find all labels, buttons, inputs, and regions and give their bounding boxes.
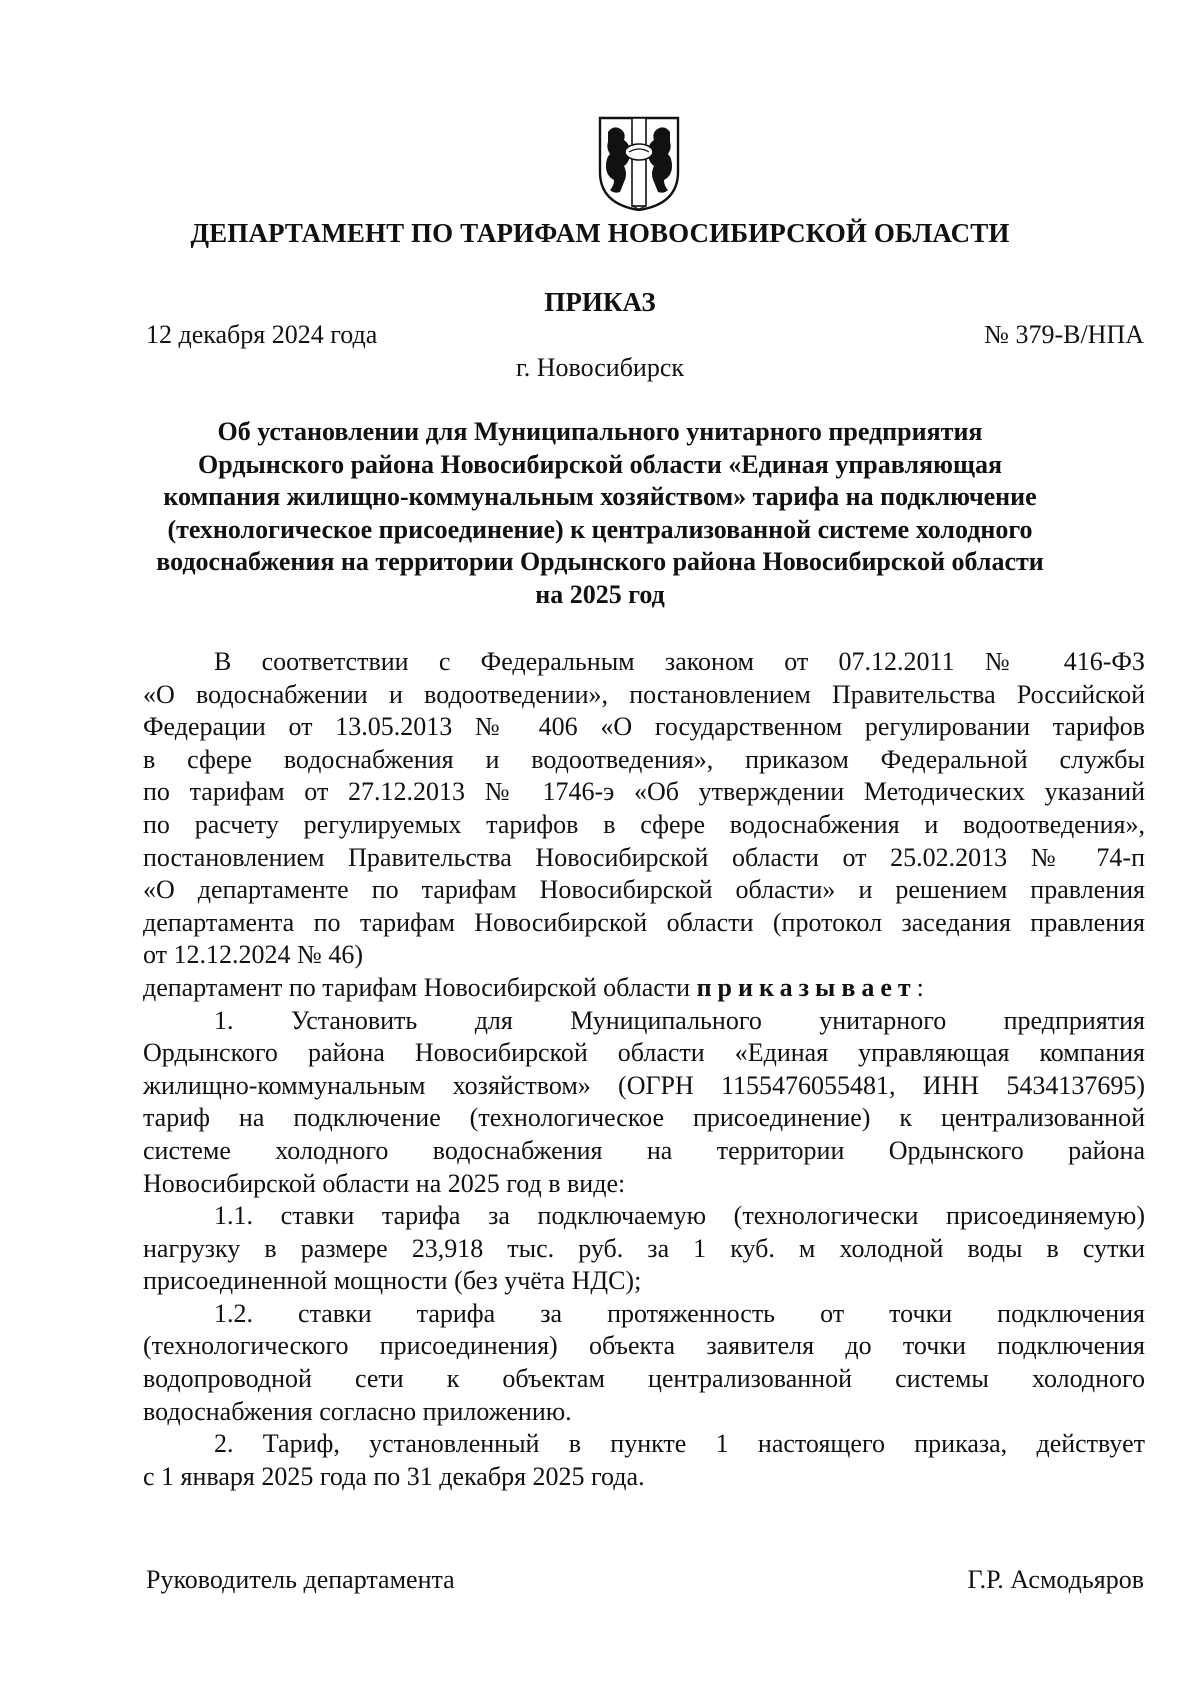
order-body bbox=[143, 646, 1145, 1493]
item-1-1-line: присоединенной мощности (без учёта НДС); bbox=[143, 1266, 642, 1296]
preamble-line: В соответствии с Федеральным законом от 07.12.2011 № 416-ФЗ bbox=[214, 647, 1145, 676]
subject-line: Об установлении для Муниципального унитарного предприятия bbox=[217, 417, 983, 446]
preamble-line: по расчету регулируемых тарифов в сфере водоснабжения и водоотведения», bbox=[143, 809, 1145, 839]
coat-of-arms-icon bbox=[596, 112, 682, 212]
order-clause-prefix: департамент по тарифам Новосибирской области bbox=[143, 972, 697, 1002]
preamble-line: «О департаменте по тарифам Новосибирской области» и решением правления bbox=[143, 875, 1145, 905]
item-2-line: с 1 января 2025 года по 31 декабря 2025 года. bbox=[143, 1461, 645, 1491]
subject-line: на 2025 год bbox=[535, 579, 665, 609]
item-1-line: Новосибирской области на 2025 год в виде: bbox=[143, 1168, 626, 1198]
preamble-line: «О водоснабжении и водоотведении», постановлением Правительства Российской bbox=[143, 679, 1145, 709]
order-clause-verb: приказывает bbox=[696, 972, 917, 1002]
order-subject bbox=[140, 416, 1060, 612]
preamble-line: от 12.12.2024 № 46) bbox=[143, 940, 363, 970]
order-city: г. Новосибирск bbox=[515, 353, 685, 382]
order-clause-suffix: : bbox=[916, 972, 924, 1002]
item-1-2-line: (технологического присоединения) объекта заявителя до точки подключения bbox=[143, 1331, 1145, 1361]
item-1-line: тариф на подключение (технологическое присоединение) к централизованной bbox=[143, 1103, 1145, 1133]
item-1-2-line: 1.2. ставки тарифа за протяженность от точки подключения bbox=[214, 1298, 1145, 1328]
department-title: ДЕПАРТАМЕНТ ПО ТАРИФАМ НОВОСИБИРСКОЙ ОБЛАСТИ bbox=[190, 218, 1010, 248]
item-1-1-line: нагрузку в размере 23,918 тыс. руб. за 1 куб. м холодной воды в сутки bbox=[143, 1233, 1145, 1263]
item-1-line: жилищно-коммунальным хозяйством» (ОГРН 1155476055481, ИНН 5434137695) bbox=[143, 1070, 1145, 1100]
order-date: 12 декабря 2024 года bbox=[146, 320, 378, 349]
subject-line: компания жилищно-коммунальным хозяйством» тарифа на подключение bbox=[163, 482, 1037, 512]
signature-role: Руководитель департамента bbox=[146, 1565, 455, 1594]
subject-line: водоснабжения на территории Ордынского района Новосибирской области bbox=[156, 547, 1044, 577]
signature-name: Г.Р. Асмодьяров bbox=[967, 1565, 1144, 1594]
preamble-line: по тарифам от 27.12.2013 № 1746-э «Об утверждении Методических указаний bbox=[143, 777, 1145, 807]
subject-line: Ордынского района Новосибирской области «Единая управляющая bbox=[197, 449, 1003, 479]
subject-line: (технологическое присоединение) к централизованной системе холодного bbox=[167, 514, 1033, 544]
item-1-2-line: водопроводной сети к объектам централизованной системы холодного bbox=[143, 1364, 1145, 1394]
preamble-line: постановлением Правительства Новосибирской области от 25.02.2013 № 74-п bbox=[143, 842, 1145, 872]
document-type-title: ПРИКАЗ bbox=[544, 287, 656, 317]
preamble-line: Федерации от 13.05.2013 № 406 «О государственном регулировании тарифов bbox=[143, 712, 1145, 742]
item-1-line: Ордынского района Новосибирской области «Единая управляющая компания bbox=[143, 1038, 1145, 1068]
order-number: № 379-В/НПА bbox=[984, 320, 1144, 349]
item-1-line: системе холодного водоснабжения на территории Ордынского района bbox=[143, 1135, 1145, 1165]
order-clause bbox=[143, 972, 1145, 1005]
item-1-line: 1. Установить для Муниципального унитарного предприятия bbox=[214, 1005, 1145, 1035]
item-2-line: 2. Тариф, установленный в пункте 1 настоящего приказа, действует bbox=[214, 1429, 1145, 1459]
item-1-1-line: 1.1. ставки тарифа за подключаемую (технологически присоединяемую) bbox=[214, 1201, 1145, 1231]
item-1-2-line: водоснабжения согласно приложению. bbox=[143, 1396, 572, 1426]
preamble-line: департамента по тарифам Новосибирской области (протокол заседания правления bbox=[143, 907, 1145, 937]
preamble-line: в сфере водоснабжения и водоотведения», приказом Федеральной службы bbox=[143, 744, 1145, 774]
